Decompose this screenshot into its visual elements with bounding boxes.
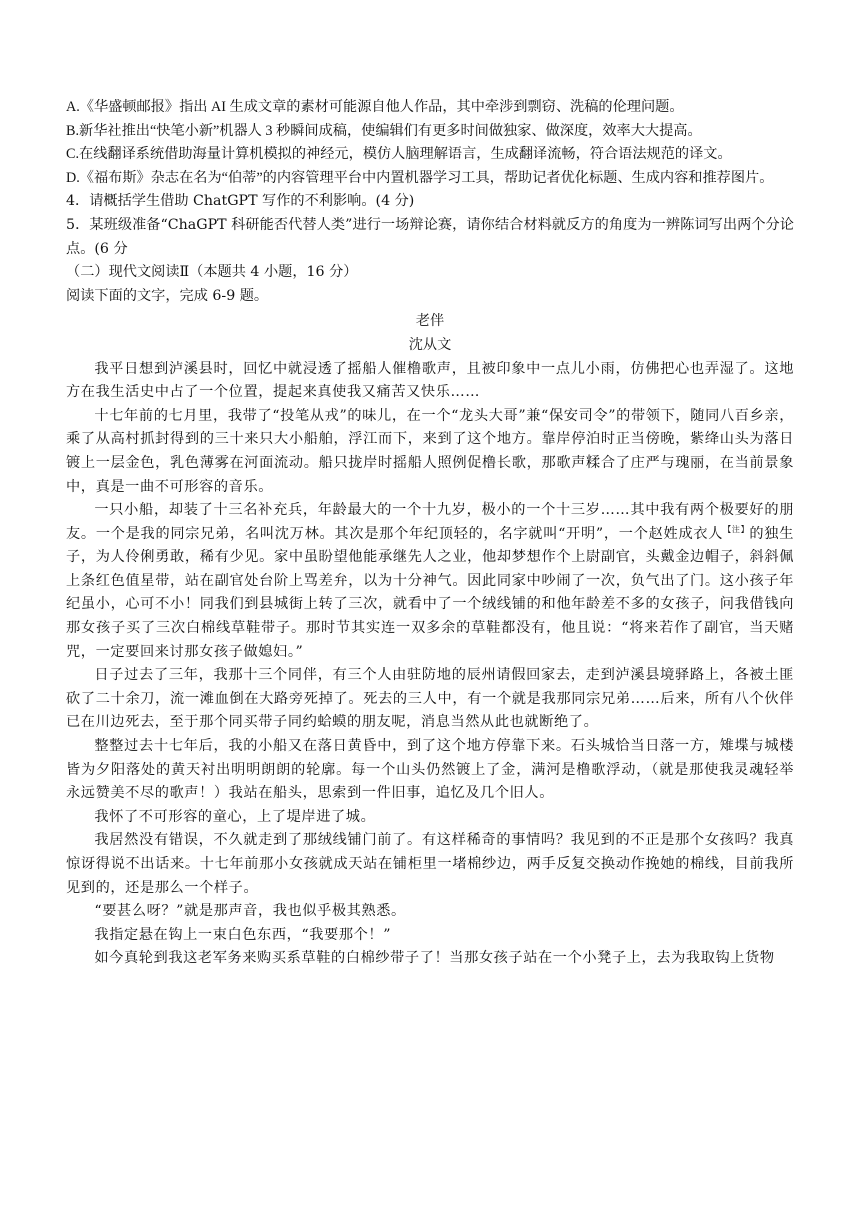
option-text: 在线翻译系统借助海量计算机模拟的神经元，模仿人脑理解语言，生成翻译流畅，符合语法规范的译文。: [79, 146, 732, 163]
question-4: 4．请概括学生借助 ChatGPT 写作的不利影响。(4 分): [66, 193, 415, 210]
option-letter: C.: [66, 146, 80, 163]
paragraph-text: 的独生子，为人伶俐勇敢，稀有少见。家中虽盼望他能承继先人之业，他却梦想作个上尉副官，头戴金边帽子，斜斜佩上条红色值星带，站在副官处台阶上骂差弁，以为十分神气。因此同家中吵闹了一次，负气出了门。这小孩子年纪虽小，心可不小！同我们到县城街上转了三次，就看中了一个绒线铺的和他年龄差不多的女孩子，问我借钱向那女孩子买了三次白棉线草鞋带子。那时节其实连一双多余的草鞋都没有，他且说：“将来若作了副官，当天赌咒，一定要回来讨那女孩子做媳妇。”: [66, 525, 794, 660]
section-heading: （二）现代文阅读Ⅱ（本题共 4 小题，16 分）: [66, 264, 358, 281]
article-paragraph: “要甚么呀？”就是那声音，我也似乎极其熟悉。: [94, 903, 406, 920]
option-letter: A.: [66, 99, 80, 115]
option-letter: D.: [66, 169, 80, 186]
option-c: [66, 143, 794, 167]
option-letter: B.: [66, 122, 80, 139]
article-paragraph: 我指定悬在钩上一束白色东西，“我要那个！”: [94, 926, 392, 943]
option-d: [66, 167, 794, 191]
article-paragraph: 日子过去了三年，我那十三个同伴，有三个人由驻防地的辰州请假回家去，走到泸溪县境驿路上，各被土匪砍了二十余刀，流一滩血倒在大路旁死掉了。死去的三人中，有一个就是我那同宗兄弟……后来，所有八个伙伴已在川边死去，至于那个同买带子同约蛤蟆的朋友呢，消息当然从此也就断绝了。: [66, 667, 794, 731]
reading-instruction: 阅读下面的文字，完成 6-9 题。: [66, 287, 269, 304]
article-paragraph: 我平日想到泸溪县时，回忆中就浸透了摇船人催橹歌声，且被印象中一点儿小雨，仿佛把心也弄湿了。这地方在我生活史中占了一个位置，提起来真使我又痛苦又快乐……: [66, 360, 794, 401]
document-page: [66, 96, 794, 971]
option-text: 《华盛顿邮报》指出 AI 生成文章的素材可能源自他人作品，其中牵涉到剽窃、洗稿的伦理问题。: [79, 99, 684, 115]
paragraph-text: 一只小船，却装了十三名补充兵，年龄最大的一个十九岁，极小的一个十三岁……其中我有两个极要好的朋友。一个是我的同宗兄弟，名叫沈万林。其次是那个年纪顶轻的，名字就叫“开明”，一个赵姓成衣人: [66, 502, 794, 542]
article-title: 老伴: [415, 313, 445, 330]
option-text: 《福布斯》杂志在名为“伯蒂”的内容管理平台中内置机器学习工具，帮助记者优化标题、生成内容和推荐图片。: [79, 169, 774, 186]
option-b: [66, 120, 794, 144]
option-a: [66, 96, 794, 120]
article-paragraph: 我怀了不可形容的童心，上了堤岸进了城。: [94, 808, 376, 825]
question-5: 5．某班级准备“ChaGPT 科研能否代替人类”进行一场辩论赛，请你结合材料就反方的角度为一辨陈词写出两个分论点。(6 分: [66, 216, 794, 257]
article-paragraph: 如今真轮到我这老军务来购买系草鞋的白棉纱带子了！当那女孩子站在一个小凳子上，去为我取钩上货物: [94, 950, 775, 967]
article-paragraph: [66, 499, 794, 664]
option-text: 新华社推出“快笔小新”机器人 3 秒瞬间成稿，使编辑们有更多时间做独家、做深度，效率大大提高。: [79, 122, 702, 139]
article-paragraph: 我居然没有错误，不久就走到了那绒线铺门前了。有这样稀奇的事情吗？我见到的不正是那个女孩吗？我真惊讶得说不出话来。十七年前那小女孩就成天站在铺柜里一堵棉纱边，两手反复交换动作挽她的棉线，目前我所见到的，还是那么一个样子。: [66, 832, 794, 896]
footnote-marker: 【注】: [723, 524, 750, 534]
article-paragraph: 十七年前的七月里，我带了“投笔从戎”的味儿，在一个“龙头大哥”兼“保安司令”的带领下，随同八百乡亲，乘了从高村抓封得到的三十来只大小船舶，浮江而下，来到了这个地方。靠岸停泊时正当傍晚，紫绛山头为落日镀上一层金色，乳色薄雾在河面流动。船只拢岸时摇船人照例促橹长歌，那歌声糅合了庄严与瑰丽，在当前景象中，真是一曲不可形容的音乐。: [66, 407, 794, 495]
article-author: 沈从文: [408, 336, 452, 353]
article-paragraph: 整整过去十七年后，我的小船又在落日黄昏中，到了这个地方停靠下来。石头城恰当日落一方，雉堞与城楼皆为夕阳落处的黄天衬出明明朗朗的轮廓。每一个山头仍然镀上了金，满河是橹歌浮动，（就是那使我灵魂轻举永远赞美不尽的歌声！）我站在船头，思索到一件旧事，追忆及几个旧人。: [66, 738, 794, 802]
